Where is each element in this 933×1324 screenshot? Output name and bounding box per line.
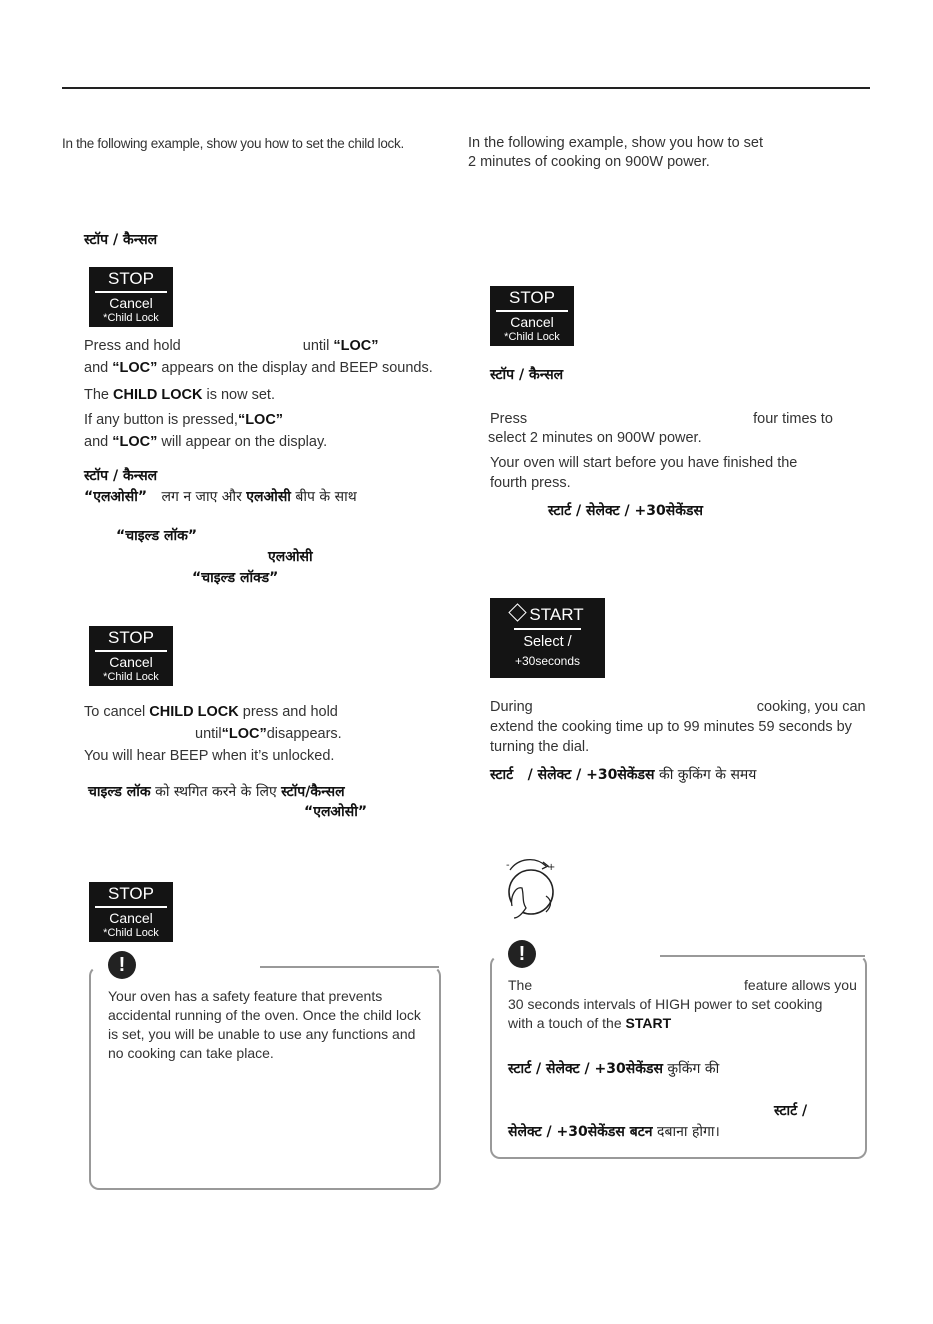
child-lock-text: CHILD LOCK — [113, 387, 203, 403]
r-note-hindi2: स्टार्ट / — [774, 1103, 808, 1119]
text: appears on the display and BEEP sounds. — [161, 360, 433, 376]
button-sublabel: *Child Lock — [103, 671, 159, 683]
child-lock-text: CHILD LOCK — [149, 704, 239, 720]
step2-line2 — [195, 724, 342, 744]
text: स्टार्ट / सेलेक्ट / +30सेकेंडस — [508, 1061, 663, 1077]
text: and — [84, 434, 109, 450]
text: / सेलेक्ट / +30सेकेंडस — [527, 767, 655, 783]
step1-line3 — [84, 385, 275, 405]
hindi1-line4: एलओसी — [268, 549, 313, 565]
text: Press and hold — [84, 338, 181, 354]
button-label: Select / — [523, 634, 572, 650]
text: four times to — [753, 411, 833, 427]
loc-text: “LOC” — [221, 726, 267, 742]
button-title: STOP — [509, 288, 555, 307]
caution-icon: ! — [508, 940, 536, 968]
text: To cancel — [84, 704, 146, 720]
svg-text:-: - — [506, 860, 510, 871]
header-rule — [62, 87, 870, 89]
text: एलओसी — [246, 489, 291, 505]
text: बीप के साथ — [295, 489, 357, 505]
r-hindi2-line — [490, 765, 756, 786]
text: 2 minutes on 900W power. — [529, 430, 702, 446]
text: कुकिंग की — [667, 1061, 720, 1077]
text: सेलेक्ट / +30सेकेंडस बटन — [508, 1124, 653, 1140]
start-diamond-icon — [509, 603, 527, 621]
text: with a touch of the — [508, 1015, 622, 1031]
step1-line2 — [84, 358, 433, 378]
text: को स्थगित करने के लिए — [155, 784, 277, 800]
text: is now set. — [206, 387, 275, 403]
dial-hand-icon — [500, 856, 562, 920]
text: दबाना होगा। — [657, 1124, 720, 1140]
step1-line1 — [84, 336, 379, 356]
text: During — [490, 699, 533, 715]
stop-cancel-button[interactable] — [490, 286, 574, 346]
button-title — [490, 598, 605, 625]
r-note-line1 — [508, 975, 857, 995]
text: and — [84, 360, 109, 376]
text: disappears. — [266, 726, 342, 742]
text: press and hold — [242, 704, 338, 720]
text: until — [195, 726, 222, 742]
r-note-hindi3 — [508, 1122, 720, 1143]
text: स्टॉप/कैन्सल — [281, 784, 345, 800]
divider — [95, 650, 167, 652]
text: Press — [490, 411, 528, 427]
note-line2: accidental running of the oven. Once the child lock — [108, 1007, 421, 1023]
r-step2-line3: turning the dial. — [490, 739, 590, 755]
note-top-rule — [660, 955, 865, 957]
step2-line1 — [84, 702, 338, 722]
text: If any button is pressed, — [84, 412, 238, 428]
r-note-line2: 30 seconds intervals of HIGH power to set cooking — [508, 996, 823, 1012]
text: until — [302, 338, 330, 354]
button-label: Cancel — [510, 314, 554, 330]
hindi1-line2 — [84, 487, 357, 508]
r-step1-line4: fourth press. — [490, 475, 571, 491]
hindi2-line2: “एलओसी” — [304, 804, 368, 820]
divider — [95, 906, 167, 908]
text: cooking, you can — [756, 699, 866, 715]
text: चाइल्ड लॉक — [88, 784, 151, 800]
hindi1-line3: “चाइल्ड लॉक” — [116, 528, 198, 544]
step2-line3: You will hear BEEP when it’s unlocked. — [84, 748, 335, 764]
text: will appear on the display. — [161, 434, 328, 450]
stop-cancel-button[interactable] — [89, 626, 173, 686]
r-step2-line2: extend the cooking time up to 99 minutes 59 seconds by — [490, 719, 852, 735]
r-step1-line3: Your oven will start before you have finished the — [490, 455, 798, 471]
stop-cancel-button[interactable] — [89, 882, 173, 942]
button-label: Cancel — [109, 910, 153, 926]
loc-text: “LOC” — [112, 434, 158, 450]
svg-text:+: + — [547, 862, 556, 873]
divider — [95, 291, 167, 293]
r-note-hindi1 — [508, 1059, 719, 1080]
loc-text: “LOC” — [333, 338, 379, 354]
hindi1-line5: “चाइल्ड लॉक्ड” — [192, 570, 279, 586]
button-title: STOP — [108, 628, 154, 647]
button-sublabel: *Child Lock — [504, 331, 560, 343]
cooking-intro-line2: 2 minutes of cooking on 900W power. — [468, 154, 710, 170]
divider — [514, 628, 581, 630]
button-sublabel: *Child Lock — [103, 927, 159, 939]
button-title: STOP — [108, 884, 154, 903]
r-step2-line1 — [490, 697, 866, 717]
r-note-line3 — [508, 1013, 671, 1033]
divider — [496, 310, 568, 312]
child-lock-intro: In the following example, show you how to set the child lock. — [62, 136, 404, 151]
text: The — [508, 977, 533, 993]
button-sublabel: +30seconds — [514, 654, 581, 668]
text: The — [84, 387, 109, 403]
loc-text: “LOC” — [237, 412, 284, 428]
note-line3: is set, you will be unable to use any functions and — [108, 1026, 416, 1042]
text: feature allows you — [744, 977, 857, 993]
text: लग न जाए और — [161, 489, 242, 505]
stop-cancel-button[interactable] — [89, 267, 173, 327]
cooking-intro-line1: In the following example, show you how to set — [468, 135, 763, 151]
hindi-stop-cancel-label: स्टॉप / कैन्सल — [84, 232, 158, 248]
text: स्टार्ट — [490, 767, 514, 783]
r-step1-line2 — [488, 428, 702, 448]
hindi2-line1 — [88, 782, 345, 803]
text: की कुकिंग के समय — [658, 767, 757, 783]
note-top-rule — [260, 966, 439, 968]
hindi1-line1: स्टॉप / कैन्सल — [84, 468, 158, 484]
start-text: START — [529, 605, 584, 624]
text: START — [625, 1015, 672, 1031]
button-label: Cancel — [109, 654, 153, 670]
step1-line5 — [84, 432, 327, 452]
note-line4: no cooking can take place. — [108, 1045, 274, 1061]
caution-icon: ! — [108, 951, 136, 979]
r-step1-line1 — [490, 409, 833, 429]
text: “एलओसी” — [84, 489, 148, 505]
hindi-stop-cancel-label: स्टॉप / कैन्सल — [490, 367, 564, 383]
button-title: STOP — [108, 269, 154, 288]
button-sublabel: *Child Lock — [103, 312, 159, 324]
button-label: Cancel — [109, 295, 153, 311]
step1-line4 — [84, 410, 283, 430]
hindi-start-label: स्टार्ट / सेलेक्ट / +30सेकेंडस — [548, 503, 703, 519]
loc-text: “LOC” — [112, 360, 158, 376]
note-line1: Your oven has a safety feature that prevents — [108, 988, 383, 1004]
start-select-button[interactable] — [490, 598, 605, 678]
text: select — [488, 430, 526, 446]
